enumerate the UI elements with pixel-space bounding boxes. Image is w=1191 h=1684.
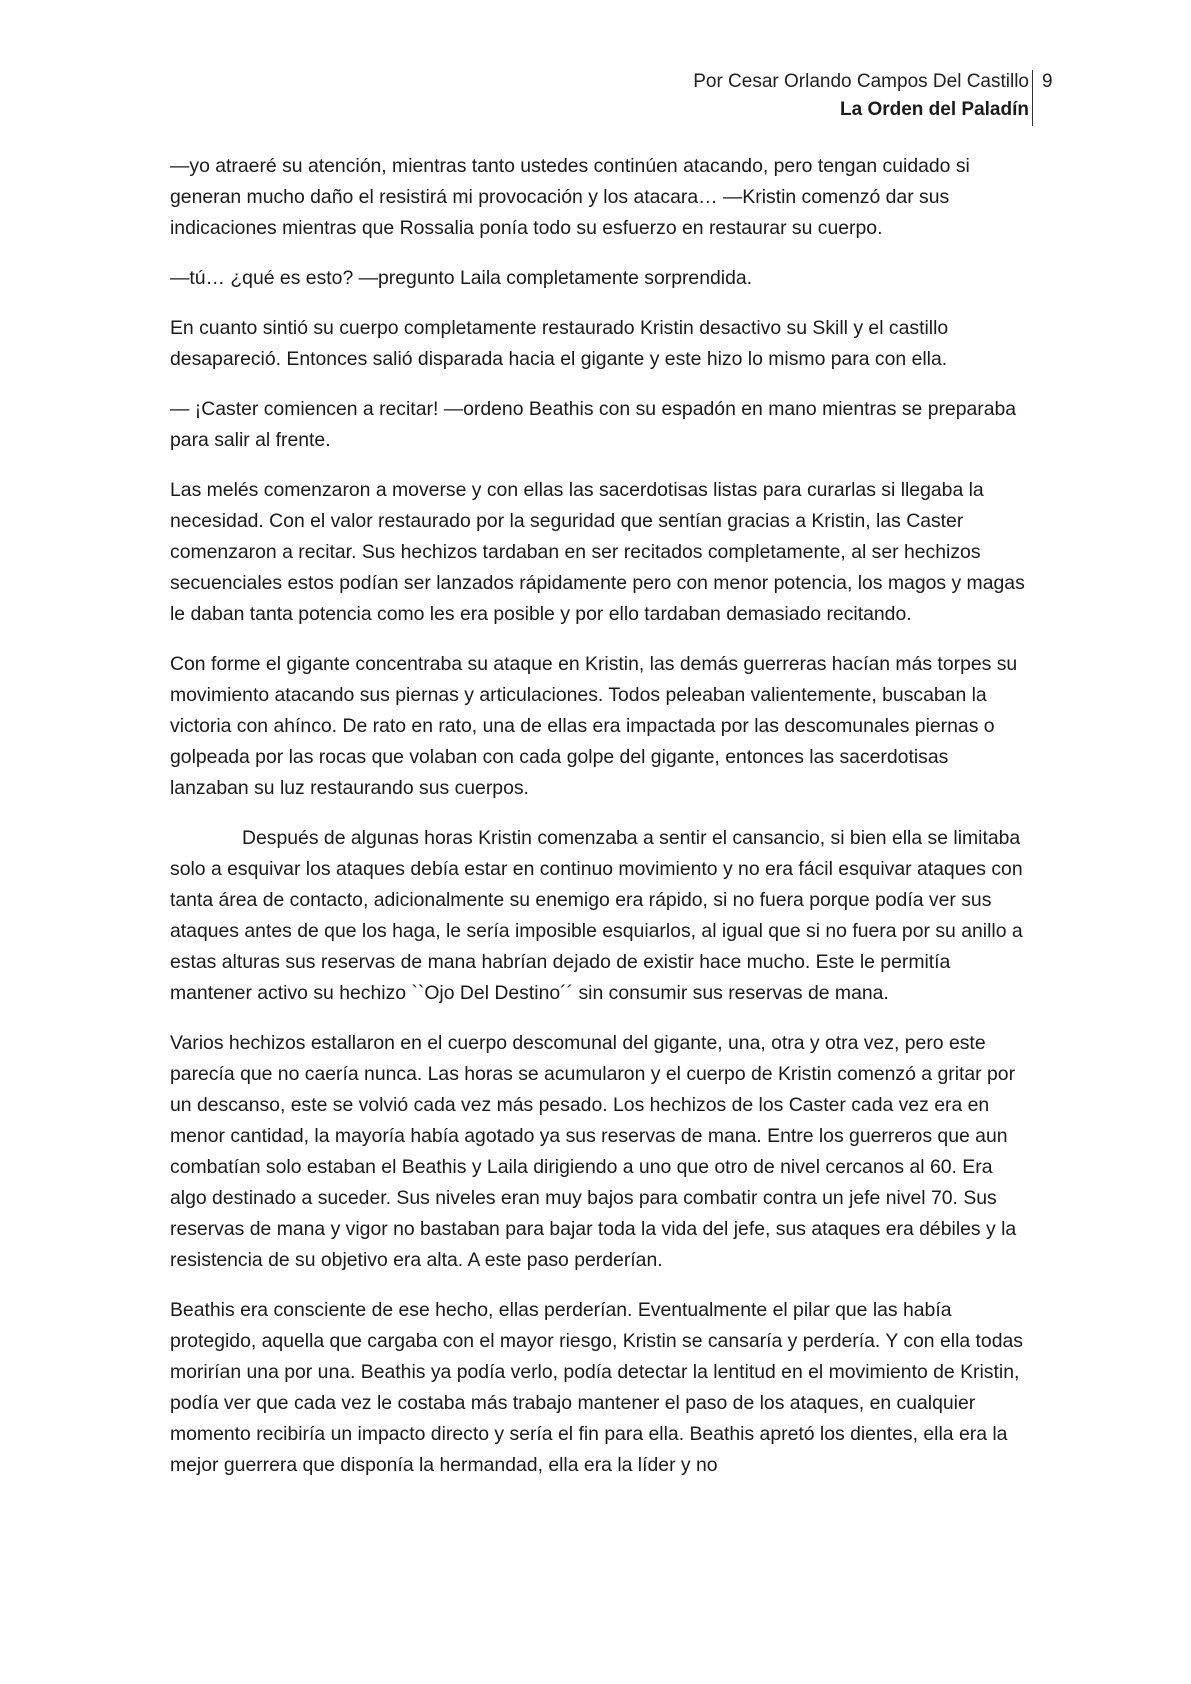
paragraph: —tú… ¿qué es esto? —pregunto Laila completamente sorprendida. xyxy=(170,267,753,289)
paragraph: Con forme el gigante concentraba su ataque en Kristin, las demás guerreras hacían más torpes su movimiento atacando sus piernas y articulaciones. Todos peleaban valientemente, buscaban la victoria con ahínco. De rato en rato, una de ellas era impactada por las descomunales piernas o golpeada por las rocas que volaban con cada golpe del gigante, entonces las sacerdotisas lanzaban su luz restaurando sus cuerpos. xyxy=(170,653,1018,799)
header-author: Por Cesar Orlando Campos Del Castillo xyxy=(693,71,1029,92)
paragraph: Las melés comenzaron a moverse y con ellas las sacerdotisas listas para curarlas si llegaba la necesidad. Con el valor restaurado por la seguridad que sentían gracias a Kristin, las Caster comenzaron a recitar. Sus hechizos tardaban en ser recitados completamente, al ser hechizos secuenciales estos podían ser lanzados rápidamente pero con menor potencia, los magos y magas le daban tanta potencia como les era posible y por ello tardaban demasiado recitando. xyxy=(170,479,1025,625)
page-body xyxy=(170,151,1026,1500)
paragraph: — ¡Caster comiencen a recitar! —ordeno Beathis con su espadón en mano mientras se preparaba para salir al frente. xyxy=(170,398,1017,451)
paragraph: En cuanto sintió su cuerpo completamente restaurado Kristin desactivo su Skill y el castillo desapareció. Entonces salió disparada hacia el gigante y este hizo lo mismo para con ella. xyxy=(170,317,949,370)
page-header xyxy=(693,68,1029,124)
paragraph: —yo atraeré su atención, mientras tanto ustedes continúen atacando, pero tengan cuidado si generan mucho daño el resistirá mi provocación y los atacara… —Kristin comenzó dar sus indicaciones mientras que Rossalia ponía todo su esfuerzo en restaurar su cuerpo. xyxy=(170,155,970,239)
page-number: 9 xyxy=(1042,71,1053,92)
header-divider xyxy=(1032,70,1033,126)
paragraph: Varios hechizos estallaron en el cuerpo descomunal del gigante, una, otra y otra vez, pero este parecía que no caería nunca. Las horas se acumularon y el cuerpo de Kristin comenzó a gritar por un descanso, este se volvió cada vez más pesado. Los hechizos de los Caster cada vez era en menor cantidad, la mayoría había agotado ya sus reservas de mana. Entre los guerreros que aun combatían solo estaban el Beathis y Laila dirigiendo a uno que otro de nivel cercanos al 60. Era algo destinado a suceder. Sus niveles eran muy bajos para combatir contra un jefe nivel 70. Sus reservas de mana y vigor no bastaban para bajar toda la vida del jefe, sus ataques era débiles y la resistencia de su objetivo era alta. A este paso perderían. xyxy=(170,1032,1017,1271)
header-book-title: La Orden del Paladín xyxy=(840,99,1029,120)
paragraph: Beathis era consciente de ese hecho, ellas perderían. Eventualmente el pilar que las había protegido, aquella que cargaba con el mayor riesgo, Kristin se cansaría y perdería. Y con ella todas morirían una por una. Beathis ya podía verlo, podía detectar la lentitud en el movimiento de Kristin, podía ver que cada vez le costaba más trabajo mantener el paso de los ataques, en cualquier momento recibiría un impacto directo y sería el fin para ella. Beathis apretó los dientes, ella era la mejor guerrera que disponía la hermandad, ella era la líder y no xyxy=(170,1299,1023,1476)
paragraph: Después de algunas horas Kristin comenzaba a sentir el cansancio, si bien ella se limitaba solo a esquivar los ataques debía estar en continuo movimiento y no era fácil esquivar ataques con tanta área de contacto, adicionalmente su enemigo era rápido, si no fuera porque podía ver sus ataques antes de que los haga, le sería imposible esquiarlos, al igual que si no fuera por su anillo a estas alturas sus reservas de mana habrían dejado de existir hace mucho. Este le permitía mantener activo su hechizo ``Ojo Del Destino´´ sin consumir sus reservas de mana. xyxy=(170,827,1023,1004)
